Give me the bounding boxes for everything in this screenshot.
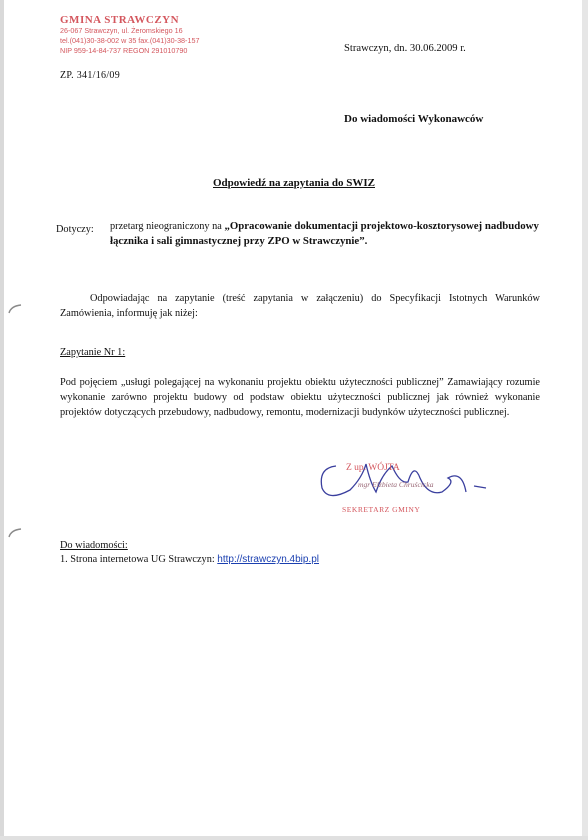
concerns-text: [110, 219, 540, 249]
document-title-text: Odpowiedź na zapytania do SWIZ: [213, 177, 375, 189]
answer-paragraph: Pod pojęciem „usługi polegającej na wykonaniu projektu obiektu użyteczności publicznej” Zamawiający rozumie wykonanie zarówno projektu budowy od podstaw obiektu użyteczności publicznej jak również wykonanie projektów dotyczących przebudowy, nadbudowy, remontu, modernizacji budynków użyteczności publicznej.: [60, 377, 540, 418]
punch-hole-mark-top: [8, 304, 22, 314]
letterhead-phone: tel.(041)30-38-002 w 35 fax.(041)30-38-157: [60, 36, 200, 45]
signature-block: [316, 452, 496, 522]
question-label: Zapytanie Nr 1:: [60, 347, 126, 358]
intro-paragraph: Odpowiadając na zapytanie (treść zapytania w załączeniu) do Specyfikacji Istotnych Warunków Zamówienia, informuję jak niżej:: [60, 293, 540, 319]
letterhead-ids: NIP 959-14-84-737 REGON 291010790: [60, 46, 188, 55]
distribution-item: [60, 554, 319, 565]
concerns-label: Dotyczy:: [56, 224, 94, 235]
letterhead-name: GMINA STRAWCZYN: [60, 14, 180, 26]
scan-edge-bottom: [0, 836, 588, 840]
reference-number: ZP. 341/16/09: [60, 70, 121, 81]
place-date: Strawczyn, dn. 30.06.2009 r.: [344, 43, 466, 54]
concerns-subject: „Opracowanie dokumentacji projektowo-kosztorysowej nadbudowy łącznika i sali gimnastycznej przy ZPO w Strawczynie”.: [110, 220, 539, 247]
signature-authority: Z up. WÓJTA: [346, 463, 400, 473]
document-title: [0, 177, 588, 189]
signature-title: SEKRETARZ GMINY: [342, 505, 421, 514]
signature-signatory: mgr Elżbieta Chruścicka: [358, 480, 434, 489]
letterhead-stamp: [60, 14, 200, 56]
scan-edge-right: [582, 0, 588, 840]
letterhead-address: 26-067 Strawczyn, ul. Żeromskiego 16: [60, 26, 183, 35]
distribution-label: Do wiadomości:: [60, 540, 128, 551]
concerns-prefix: przetarg nieograniczony na: [110, 221, 225, 232]
punch-hole-mark-bottom: [8, 528, 22, 538]
recipient-line: Do wiadomości Wykonawców: [344, 113, 484, 125]
scan-edge-left: [0, 0, 4, 840]
distribution-item-text: 1. Strona internetowa UG Strawczyn:: [60, 554, 218, 565]
bip-website-link[interactable]: http://strawczyn.4bip.pl: [217, 554, 319, 565]
